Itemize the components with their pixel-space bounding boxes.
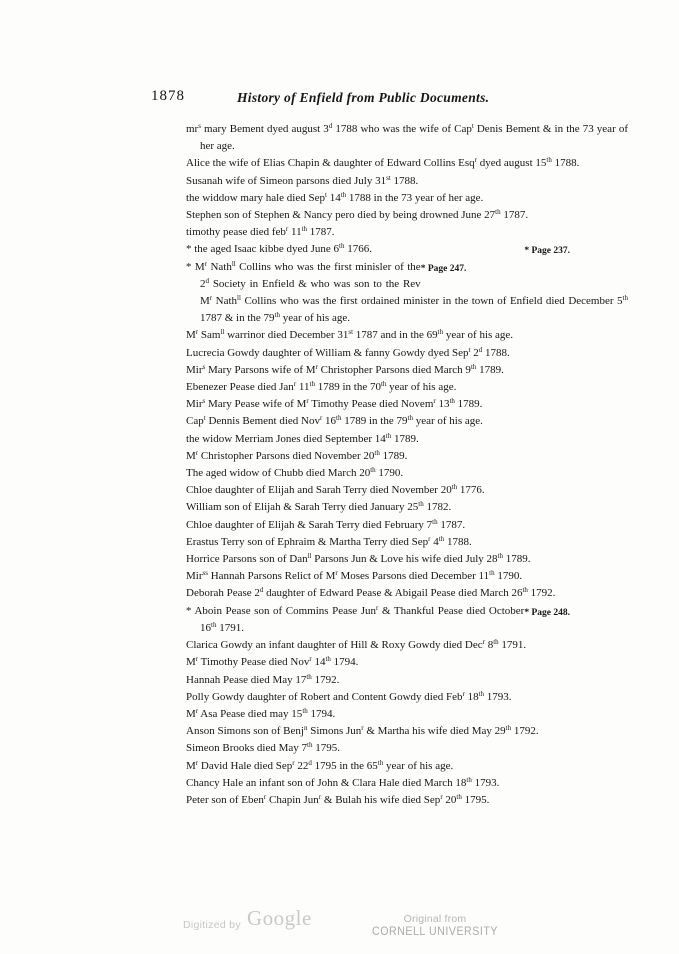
record-entry xyxy=(186,534,628,551)
record-entry-text: Lucrecia Gowdy daughter of William & fanny Gowdy dyed Sep$^t$ 2$^d$ 1788. xyxy=(186,345,510,359)
record-entry xyxy=(186,551,628,568)
institution-label: CORNELL UNIVERSITY xyxy=(372,926,498,938)
record-entry-text: Peter son of Eben$^r$ Chapin Jun$^r$ & Bulah his wife died Sep$^r$ 20th 1795. xyxy=(186,792,490,806)
record-entry-text: $M^r$ Timothy Pease died Nov$^r$ 14th 1794. xyxy=(186,655,359,669)
record-entry xyxy=(186,482,628,499)
record-entry-text: $M^r$ Asa Pease died may 15th 1794. xyxy=(186,706,336,720)
digitized-by-label: Digitized by xyxy=(183,919,241,931)
record-entry xyxy=(186,637,628,654)
page-reference-note: * Page 247. xyxy=(420,263,467,274)
page-title: History of Enfield from Public Documents. xyxy=(237,90,490,105)
record-entry-text: Horrice Parsons son of Dan$^{ll}$ Parsons Jun & Love his wife died July 28th 1789. xyxy=(186,552,531,566)
burial-records-list xyxy=(186,121,628,809)
record-entry-text: * Aboin Pease son of Commins Pease Jun$^r$ & Thankful Pease died October 16th 1791. xyxy=(186,603,525,634)
record-entry-text: Polly Gowdy daughter of Robert and Content Gowdy died Feb$^r$ 18th 1793. xyxy=(186,689,512,703)
record-entry-text: Deborah Pease 2$^d$ daughter of Edward Pease & Abigail Pease died March 26th 1792. xyxy=(186,586,556,600)
record-entry-text: * $M^r$ Nath$^{ll}$ Collins who was the first minisler of the 2$^d$ Society in Enfield & who was son to the Rev $M^r$ Nath$^{ll}$ Collins who was the first ordained minister in the town of Enfield died December 5th 1787 & in the 79th year of his age. xyxy=(186,259,628,325)
record-entry xyxy=(186,740,628,757)
record-entry xyxy=(186,345,628,362)
record-entry xyxy=(186,396,628,413)
record-entry xyxy=(186,603,628,637)
record-entry-text: Susanah wife of Simeon parsons died July 31st 1788. xyxy=(186,173,419,187)
record-entry-text: Clarica Gowdy an infant daughter of Hill & Roxy Gowdy died Dec$^r$ 8th 1791. xyxy=(186,638,527,652)
google-wordmark: Google xyxy=(247,906,312,930)
record-entry-text: * the aged Isaac kibbe dyed June 6th 1766. xyxy=(186,242,372,256)
record-entry xyxy=(186,792,628,809)
record-entry xyxy=(186,362,628,379)
record-entry xyxy=(186,155,628,172)
record-entry-text: Ebenezer Pease died Jan$^r$ 11th 1789 in the 70th year of his age. xyxy=(186,380,457,394)
record-entry xyxy=(186,568,628,585)
record-entry-text: Chloe daughter of Elijah & Sarah Terry died February 7th 1787. xyxy=(186,517,466,531)
record-entry-text: Chloe daughter of Elijah and Sarah Terry died November 20th 1776. xyxy=(186,483,485,497)
record-entry xyxy=(186,758,628,775)
page-reference-note: * Page 248. xyxy=(524,607,570,618)
record-entry xyxy=(186,499,628,516)
record-entry-text: Chancy Hale an infant son of John & Clara Hale died March 18th 1793. xyxy=(186,775,500,789)
record-entry-text: $M^r$ Christopher Parsons died November 20th 1789. xyxy=(186,448,408,462)
record-entry xyxy=(186,517,628,534)
record-entry xyxy=(186,465,628,482)
record-entry-text: the widdow mary hale died Sep$^t$ 14th 1788 in the 73 year of her age. xyxy=(186,190,484,204)
page-reference-note: * Page 237. xyxy=(524,246,570,257)
record-entry-text: The aged widow of Chubb died March 20th 1790. xyxy=(186,466,404,480)
page-number: 1878 xyxy=(151,88,185,104)
record-entry-text: Simeon Brooks died May 7th 1795. xyxy=(186,741,340,755)
record-entry xyxy=(186,431,628,448)
record-entry-text: $mr^s$ mary Bement dyed august 3$^d$ 1788 who was the wife of Cap$^t$ Denis Bement & in the 73 year of her age. xyxy=(186,122,628,153)
record-entry xyxy=(186,775,628,792)
record-entry xyxy=(186,207,628,224)
record-entry-text: Cap$^t$ Dennis Bement died Nov$^r$ 16th 1789 in the 79th year of his age. xyxy=(186,414,483,428)
record-entry xyxy=(186,327,628,344)
record-entry xyxy=(186,190,628,207)
record-entry xyxy=(186,241,628,258)
record-entry-text: $M^r$ Sam$^{ll}$ warrinor died December 31st 1787 and in the 69th year of his age. xyxy=(186,328,514,342)
record-entry-text: timothy pease died feb$^r$ 11th 1787. xyxy=(186,225,335,239)
footer-attribution xyxy=(365,913,505,938)
record-entry-text: Hannah Pease died May 17th 1792. xyxy=(186,672,340,686)
record-entry xyxy=(186,689,628,706)
original-from-label: Original from xyxy=(403,913,467,925)
record-entry xyxy=(186,448,628,465)
record-entry-text: $M^r$ David Hale died Sep$^r$ 22$^d$ 1795 in the 65th year of his age. xyxy=(186,758,454,772)
record-entry-text: William son of Elijah & Sarah Terry died January 25th 1782. xyxy=(186,500,452,514)
record-entry xyxy=(186,224,628,241)
record-entry-text: Mir$^{ss}$ Hannah Parsons Relict of $M^r$ Moses Parsons died December 11th 1790. xyxy=(186,569,523,583)
record-entry xyxy=(186,259,628,328)
record-entry-text: Mir$^s$ Mary Pease wife of $M^r$ Timothy Pease died Novem$^r$ 13th 1789. xyxy=(186,397,483,411)
record-entry xyxy=(186,723,628,740)
record-entry-text: Erastus Terry son of Ephraim & Martha Terry died Sep$^r$ 4th 1788. xyxy=(186,534,472,548)
record-entry xyxy=(186,413,628,430)
record-entry xyxy=(186,654,628,671)
record-entry-text: Alice the wife of Elias Chapin & daughter of Edward Collins Esq$^r$ dyed august 15th 1788. xyxy=(186,156,580,170)
record-entry-text: Stephen son of Stephen & Nancy pero died by being drowned June 27th 1787. xyxy=(186,208,529,222)
record-entry xyxy=(186,672,628,689)
record-entry xyxy=(186,173,628,190)
record-entry-text: Mir$^s$ Mary Parsons wife of $M^r$ Christopher Parsons died March 9th 1789. xyxy=(186,362,504,376)
record-entry-text: Anson Simons son of Benj$^n$ Simons Jun$^r$ & Martha his wife died May 29th 1792. xyxy=(186,724,539,738)
record-entry xyxy=(186,585,628,602)
record-entry xyxy=(186,121,628,155)
record-entry xyxy=(186,706,628,723)
record-entry-text: the widow Merriam Jones died September 14th 1789. xyxy=(186,431,419,445)
record-entry xyxy=(186,379,628,396)
